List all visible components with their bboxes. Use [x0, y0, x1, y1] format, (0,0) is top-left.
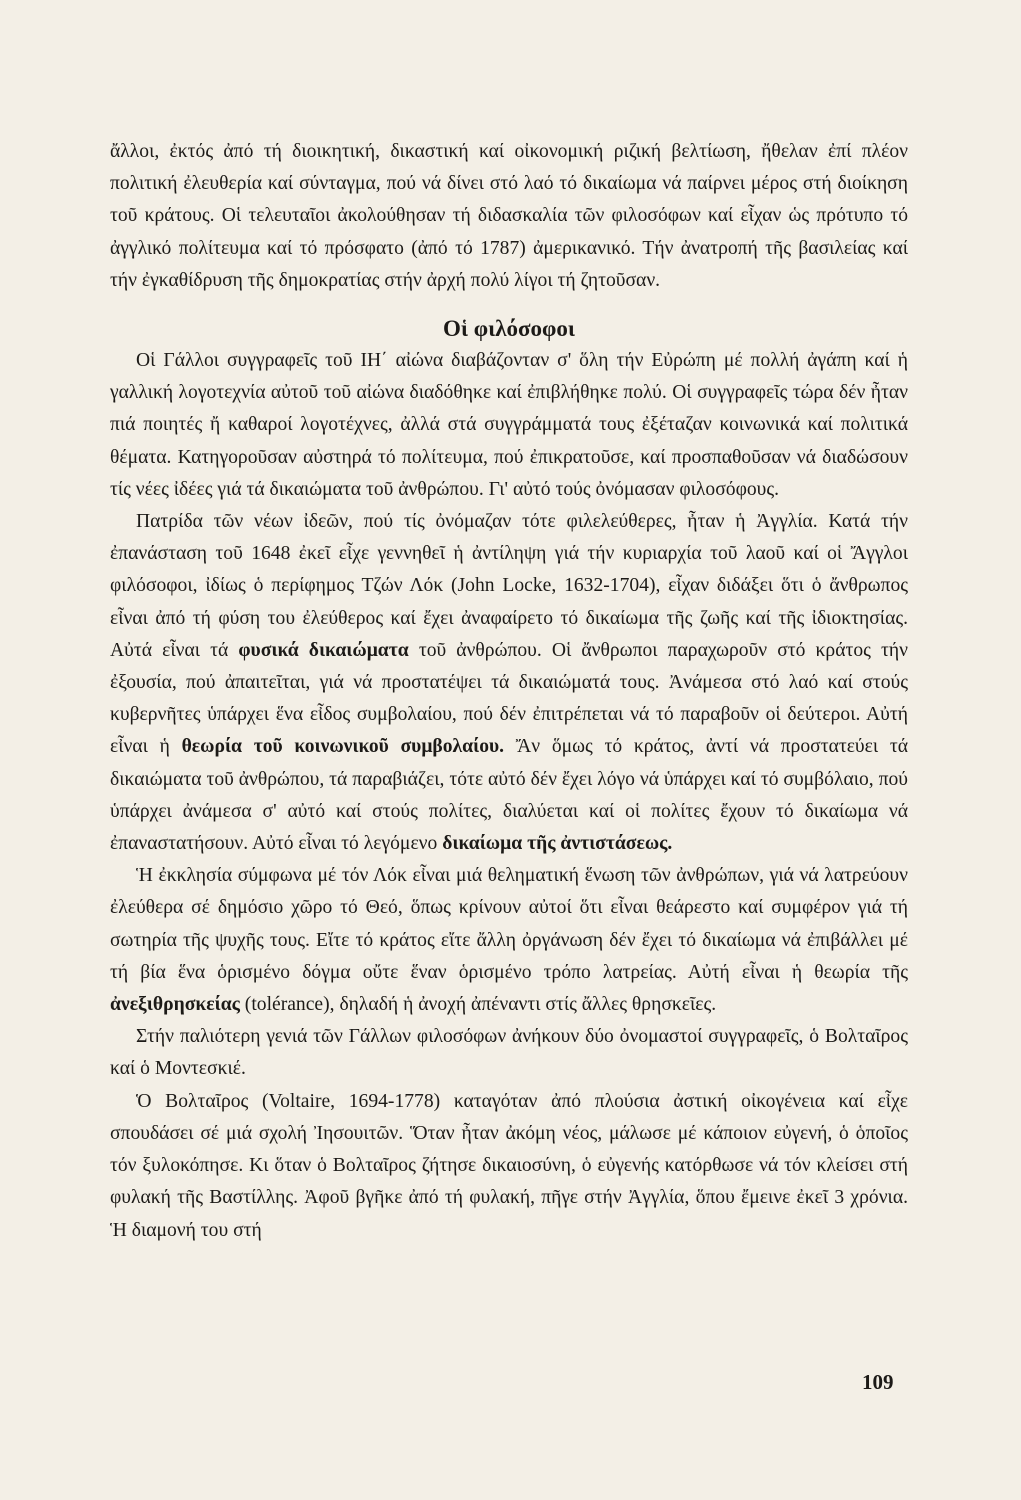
- text-run: Πατρίδα τῶν νέων ἰδεῶν, πού τίς ὀνόμαζαν τότε φιλελεύθερες, ἦταν ἡ Ἀγγλία. Κατά τήν ἐπανάσταση τοῦ 1648 ἐκεῖ εἶχε γεννηθεῖ ἡ ἀντίληψη γιά τήν κυριαρχία τοῦ λαοῦ καί οἱ Ἄγγλοι φιλόσοφοι, ἰδίως ὁ περίφημος Τζών Λόκ (John Locke, 1632-1704), εἶχαν διδάξει ὅτι ὁ ἄνθρωπος εἶναι ἀπό τή φύση του ἐλεύθερος καί ἔχει ἀναφαίρετο τό δικαίωμα τῆς ζωῆς καί τῆς ἰδιοκτησίας. Αὐτά εἶναι τά: [110, 511, 908, 661]
- section-heading: Οἱ φιλόσοφοι: [442, 316, 576, 342]
- text-run: (tolérance), δηλαδή ἡ ἀνοχή ἀπέναντι στίς ἄλλες θρησκεῖες.: [239, 994, 717, 1016]
- paragraph-continued: ἄλλοι, ἐκτός ἀπό τή διοικητική, δικαστική καί οἰκονομική ριζική βελτίωση, ἤθελαν ἐπί πλέον πολιτική ἐλευθερία καί σύνταγμα, πού νά δίνει στό λαό τό δικαίωμα νά παίρνει μέρος στή διοίκηση τοῦ κράτους. Οἱ τελευταῖοι ἀκολούθησαν τή διδασκαλία τῶν φιλοσόφων καί εἶχαν ὡς πρότυπο τό ἀγγλικό πολίτευμα καί τό πρόσφατο (ἀπό τό 1787) ἀμερικανικό. Τήν ἀνατροπή τῆς βασιλείας καί τήν ἐγκαθίδρυση τῆς δημοκρατίας στήν ἀρχή πολύ λίγοι τή ζητοῦσαν.: [110, 141, 908, 291]
- paragraph-locke: [110, 506, 908, 860]
- term-social-contract: θεωρία τοῦ κοινωνικοῦ συμβολαίου.: [181, 736, 505, 758]
- term-right-of-resistance: δικαίωμα τῆς ἀντιστάσεως.: [442, 833, 673, 855]
- term-tolerance: ἀνεξιθρησκείας: [110, 994, 240, 1016]
- page-body: [110, 136, 908, 1247]
- paragraph-philosophers: Οἱ Γάλλοι συγγραφεῖς τοῦ ΙΗ΄ αἰώνα διαβάζονταν σ' ὅλη τήν Εὐρώπη μέ πολλή ἀγάπη καί ἡ γαλλική λογοτεχνία αὐτοῦ τοῦ αἰώνα διαδόθηκε καί ἐπιβλήθηκε πολύ. Οἱ συγγραφεῖς τώρα δέν ἦταν πιά ποιητές ἤ καθαροί λογοτέχνες, ἀλλά στά συγγράμματά τους ἐξέταζαν κοινωνικά καί πολιτικά θέματα. Κατηγοροῦσαν αὐστηρά τό πολίτευμα, πού ἐπικρατοῦσε, καί προσπαθοῦσαν νά διαδώσουν τίς νέες ἰδέες γιά τά δικαιώματα τοῦ ἀνθρώπου. Γι' αὐτό τούς ὀνόμασαν φιλοσόφους.: [110, 350, 908, 500]
- term-natural-rights: φυσικά δικαιώματα: [238, 639, 409, 661]
- paragraph-church: [110, 860, 908, 1021]
- page-number: 109: [862, 1370, 894, 1394]
- paragraph-voltaire: Ὁ Βολταῖρος (Voltaire, 1694-1778) καταγόταν ἀπό πλούσια ἀστική οἰκογένεια καί εἶχε σπουδάσει σέ μιά σχολή Ἰησουιτῶν. Ὅταν ἦταν ἀκόμη νέος, μάλωσε μέ κάποιον εὐγενή, ὁ ὁποῖος τόν ξυλοκόπησε. Κι ὅταν ὁ Βολταῖρος ζήτησε δικαιοσύνη, ὁ εὐγενής κατόρθωσε νά τόν κλείσει στή φυλακή τῆς Βαστίλλης. Ἀφοῦ βγῆκε ἀπό τή φυλακή, πῆγε στήν Ἀγγλία, ὅπου ἔμεινε ἐκεῖ 3 χρόνια. Ἡ διαμονή του στή: [110, 1090, 908, 1241]
- paragraph-older-generation: Στήν παλιότερη γενιά τῶν Γάλλων φιλοσόφων ἀνήκουν δύο ὀνομαστοί συγγραφεῖς, ὁ Βολταῖρος καί ὁ Μοντεσκιέ.: [110, 1026, 908, 1080]
- text-run: Ἄν ὅμως τό κράτος, ἀντί νά προστατεύει τά δικαιώματα τοῦ ἀνθρώπου, τά παραβιάζει, τότε αὐτό δέν ἔχει λόγο νά ὑπάρχει καί τό συμβόλαιο, πού ὑπάρχει ἀνάμεσα σ' αὐτό καί στούς πολίτες, διαλύεται καί οἱ πολίτες ἔχουν τό δικαίωμα νά ἐπαναστατήσουν. Αὐτό εἶναι τό λεγόμενο: [110, 736, 908, 855]
- text-run: τοῦ ἀνθρώπου. Οἱ ἄνθρωποι παραχωροῦν στό κράτος τήν ἐξουσία, πού ἀπαιτεῖται, γιά νά προστατέψει τά δικαιώματά τους. Ἀνάμεσα στό λαό καί στούς κυβερνῆτες ὑπάρχει ἕνα εἶδος συμβολαίου, πού δέν ἐπιτρέπεται νά τό παραβοῦν οἱ δεύτεροι. Αὐτή εἶναι ἡ: [110, 639, 908, 758]
- text-run: Ἡ ἐκκλησία σύμφωνα μέ τόν Λόκ εἶναι μιά θεληματική ἕνωση τῶν ἀνθρώπων, γιά νά λατρεύουν ἐλεύθερα σέ δημόσιο χῶρο τό Θεό, ὅπως κρίνουν αὐτοί ὅτι εἶναι θεάρεστο καί συμφέρον γιά τή σωτηρία τῆς ψυχῆς τους. Εἴτε τό κράτος εἴτε ἄλλη ὀργάνωση δέν ἔχει τό δικαίωμα νά ἐπιβάλλει μέ τή βία ἕνα ὁρισμένο δόγμα οὔτε ἕναν ὁρισμένο τρόπο λατρείας. Αὐτή εἶναι ἡ θεωρία τῆς: [110, 865, 908, 983]
